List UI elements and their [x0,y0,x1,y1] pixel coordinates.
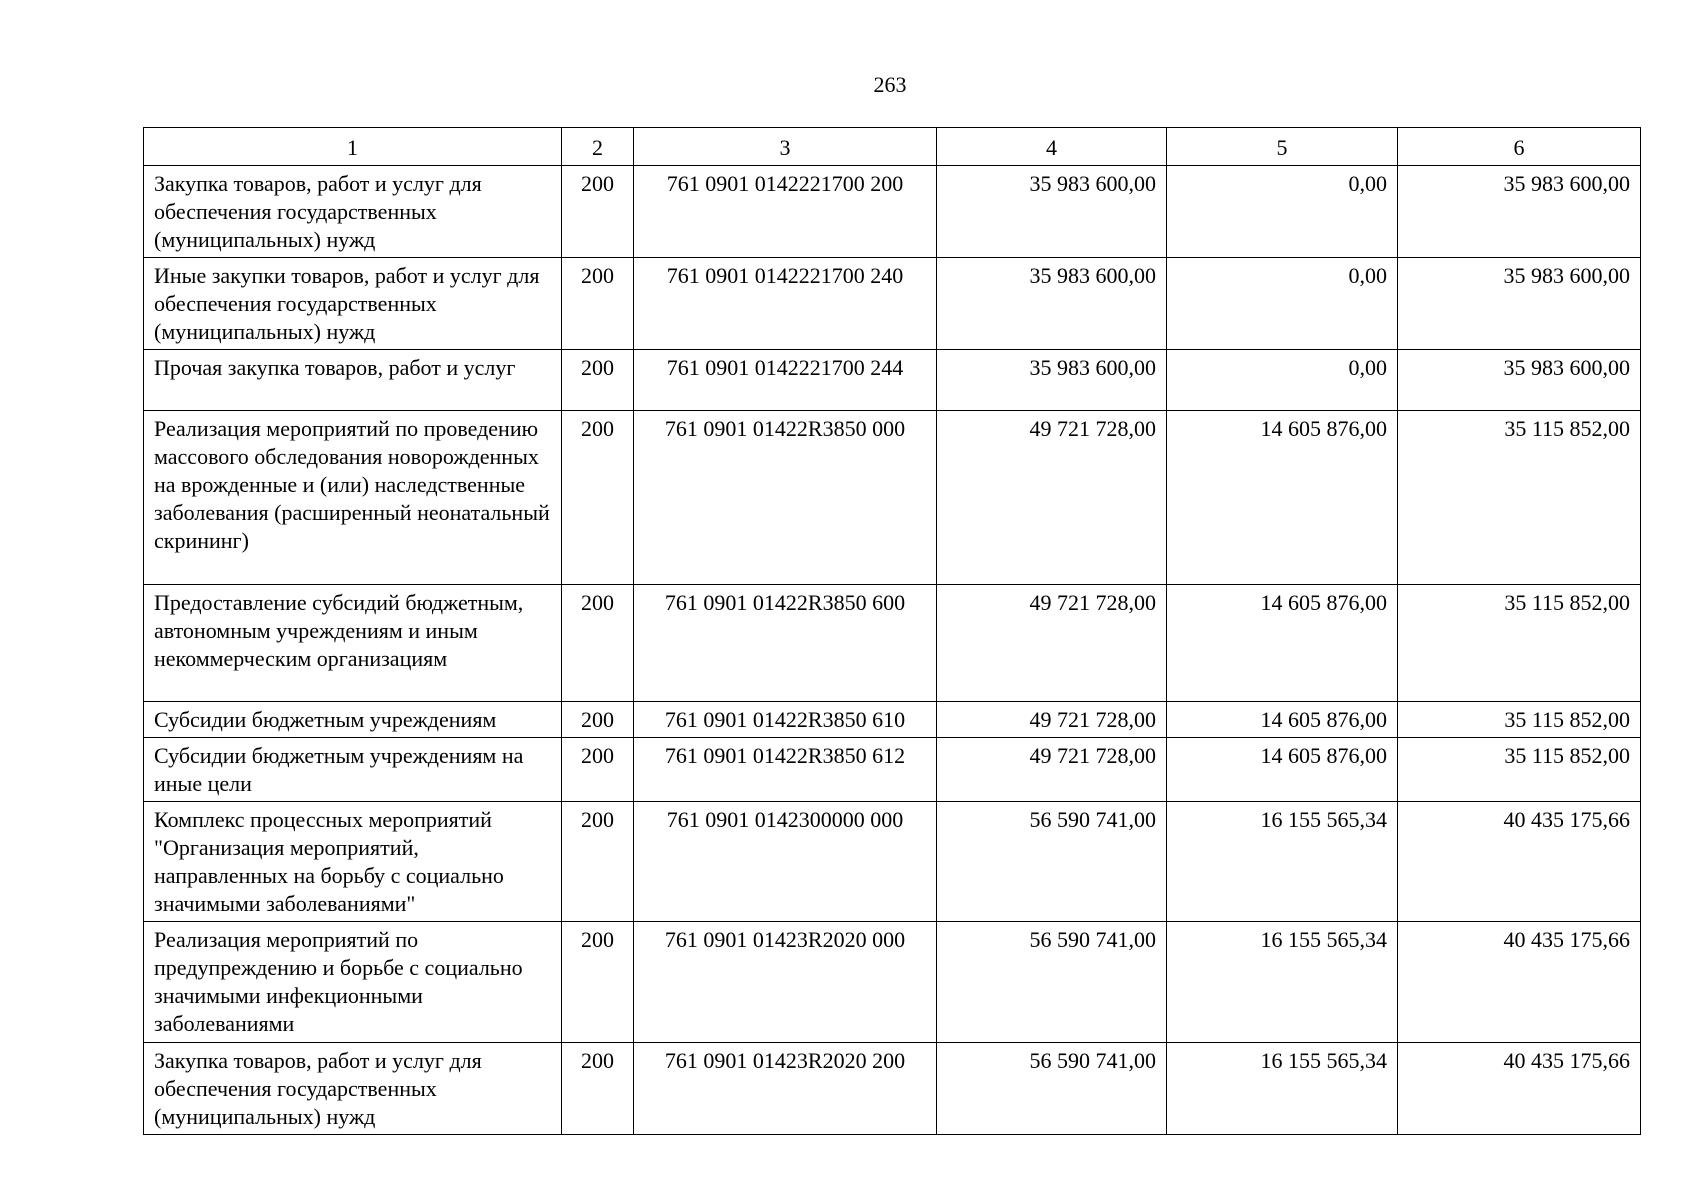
row-section-cell: 200 [562,350,634,411]
row-col6-cell: 35 115 852,00 [1398,411,1641,585]
row-name-cell: Закупка товаров, работ и услуг для обеспечения государственных (муниципальных) нужд [144,166,562,258]
row-col4-cell: 49 721 728,00 [937,411,1167,585]
table-row [144,585,1641,702]
row-col6-cell: 40 435 175,66 [1398,922,1641,1043]
row-code-cell: 761 0901 0142221700 200 [634,166,937,258]
table-row [144,166,1641,258]
row-col5-cell: 14 605 876,00 [1167,738,1398,802]
row-col5-cell: 16 155 565,34 [1167,802,1398,922]
row-section-cell: 200 [562,802,634,922]
row-name-cell: Предоставление субсидий бюджетным, автономным учреждениям и иным некоммерческим организациям [144,585,562,702]
row-section-cell: 200 [562,585,634,702]
row-col6-cell: 40 435 175,66 [1398,802,1641,922]
row-section-cell: 200 [562,166,634,258]
column-header-4: 4 [937,128,1167,166]
row-name-cell: Субсидии бюджетным учреждениям [144,702,562,738]
row-name-cell: Прочая закупка товаров, работ и услуг [144,350,562,411]
row-col6-cell: 35 983 600,00 [1398,258,1641,350]
row-col5-cell: 14 605 876,00 [1167,411,1398,585]
row-section-cell: 200 [562,922,634,1043]
column-header-3: 3 [634,128,937,166]
row-col6-cell: 35 115 852,00 [1398,738,1641,802]
row-col4-cell: 49 721 728,00 [937,702,1167,738]
row-col6-cell: 35 115 852,00 [1398,585,1641,702]
row-col5-cell: 0,00 [1167,258,1398,350]
row-col5-cell: 0,00 [1167,350,1398,411]
row-col5-cell: 14 605 876,00 [1167,585,1398,702]
row-col6-cell: 35 983 600,00 [1398,166,1641,258]
row-code-cell: 761 0901 01422R3850 600 [634,585,937,702]
row-section-cell: 200 [562,738,634,802]
row-col6-cell: 35 115 852,00 [1398,702,1641,738]
row-code-cell: 761 0901 01423R2020 200 [634,1043,937,1135]
row-col6-cell: 35 983 600,00 [1398,350,1641,411]
row-col4-cell: 56 590 741,00 [937,802,1167,922]
row-col4-cell: 35 983 600,00 [937,258,1167,350]
row-col4-cell: 35 983 600,00 [937,166,1167,258]
row-code-cell: 761 0901 01422R3850 000 [634,411,937,585]
table-header-row [144,128,1641,166]
row-code-cell: 761 0901 01423R2020 000 [634,922,937,1043]
row-code-cell: 761 0901 0142221700 240 [634,258,937,350]
row-name-cell: Реализация мероприятий по предупреждению и борьбе с социально значимыми инфекционными заболеваниями [144,922,562,1043]
row-section-cell: 200 [562,1043,634,1135]
row-col5-cell: 0,00 [1167,166,1398,258]
row-name-cell: Закупка товаров, работ и услуг для обеспечения государственных (муниципальных) нужд [144,1043,562,1135]
row-col5-cell: 14 605 876,00 [1167,702,1398,738]
row-name-cell: Субсидии бюджетным учреждениям на иные цели [144,738,562,802]
row-name-cell: Реализация мероприятий по проведению массового обследования новорожденных на врожденные и (или) наследственные заболевания (расширенный неонатальный скрининг) [144,411,562,585]
table-row [144,802,1641,922]
row-col6-cell: 40 435 175,66 [1398,1043,1641,1135]
table-row [144,411,1641,585]
row-section-cell: 200 [562,411,634,585]
row-col5-cell: 16 155 565,34 [1167,922,1398,1043]
table-row [144,258,1641,350]
row-section-cell: 200 [562,702,634,738]
row-code-cell: 761 0901 0142300000 000 [634,802,937,922]
column-header-6: 6 [1398,128,1641,166]
row-code-cell: 761 0901 0142221700 244 [634,350,937,411]
table-row [144,702,1641,738]
row-col4-cell: 56 590 741,00 [937,922,1167,1043]
column-header-1: 1 [144,128,562,166]
row-col5-cell: 16 155 565,34 [1167,1043,1398,1135]
row-name-cell: Иные закупки товаров, работ и услуг для обеспечения государственных (муниципальных) нужд [144,258,562,350]
table-row [144,738,1641,802]
budget-table [143,127,1641,1135]
column-header-2: 2 [562,128,634,166]
table-row [144,350,1641,411]
row-col4-cell: 35 983 600,00 [937,350,1167,411]
table-row [144,922,1641,1043]
row-code-cell: 761 0901 01422R3850 610 [634,702,937,738]
row-section-cell: 200 [562,258,634,350]
page-number: 263 [873,72,907,97]
row-col4-cell: 49 721 728,00 [937,585,1167,702]
row-col4-cell: 49 721 728,00 [937,738,1167,802]
row-name-cell: Комплекс процессных мероприятий "Организация мероприятий, направленных на борьбу с социально значимыми заболеваниями" [144,802,562,922]
row-col4-cell: 56 590 741,00 [937,1043,1167,1135]
column-header-5: 5 [1167,128,1398,166]
row-code-cell: 761 0901 01422R3850 612 [634,738,937,802]
table-row [144,1043,1641,1135]
